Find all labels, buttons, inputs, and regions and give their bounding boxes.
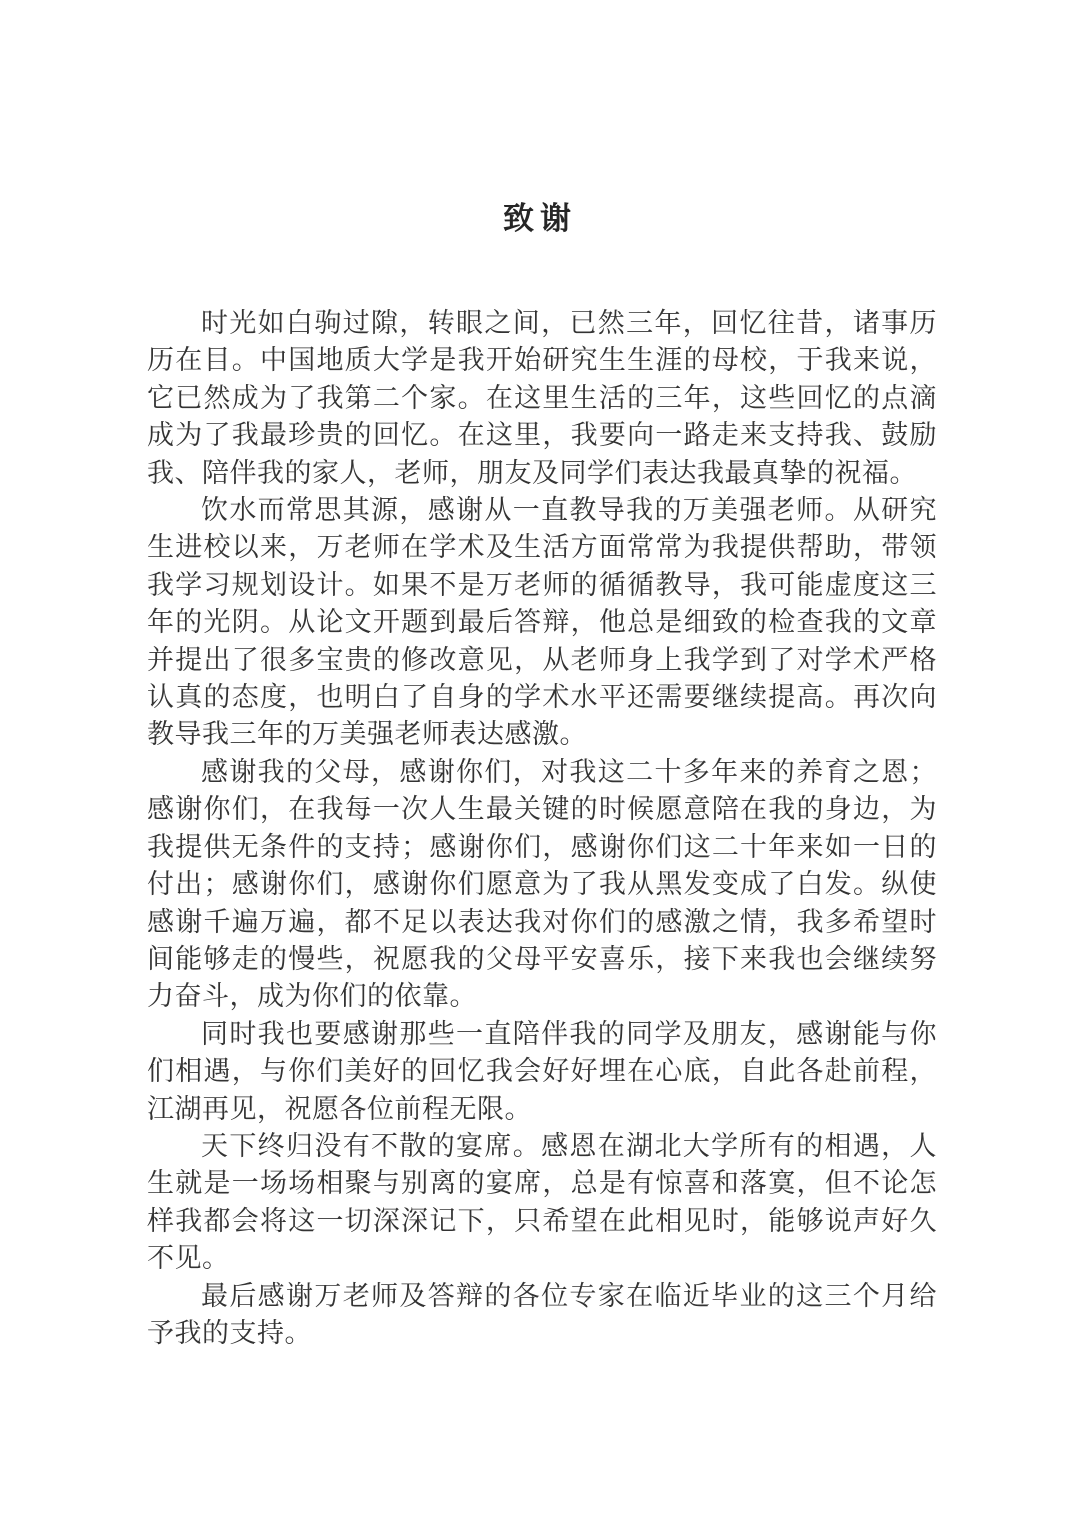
acknowledgements-body: [147, 305, 937, 1352]
paragraph-3: 感谢我的父母，感谢你们，对我这二十多年来的养育之恩；感谢你们，在我每一次人生最关键的时候愿意陪在我的身边，为我提供无条件的支持；感谢你们，感谢你们这二十年来如一日的付出；感谢你们，感谢你们愿意为了我从黑发变成了白发。纵使感谢千遍万遍，都不足以表达我对你们的感激之情，我多希望时间能够走的慢些，祝愿我的父母平安喜乐，接下来我也会继续努力奋斗，成为你们的依靠。: [147, 756, 937, 1012]
paragraph-5: 天下终归没有不散的宴席。感恩在湖北大学所有的相遇，人生就是一场场相聚与别离的宴席，总是有惊喜和落寞，但不论怎样我都会将这一切深深记下，只希望在此相见时，能够说声好久不见。: [147, 1130, 937, 1274]
page-title: 致谢: [503, 201, 577, 236]
paragraph-4: 同时我也要感谢那些一直陪伴我的同学及朋友，感谢能与你们相遇，与你们美好的回忆我会好好埋在心底，自此各赴前程，江湖再见，祝愿各位前程无限。: [147, 1018, 937, 1124]
paragraph-2: 饮水而常思其源，感谢从一直教导我的万美强老师。从研究生进校以来，万老师在学术及生活方面常常为我提供帮助，带领我学习规划设计。如果不是万老师的循循教导，我可能虚度这三年的光阴。从论文开题到最后答辩，他总是细致的检查我的文章并提出了很多宝贵的修改意见，从老师身上我学到了对学术严格认真的态度，也明白了自身的学术水平还需要继续提高。再次向教导我三年的万美强老师表达感激。: [147, 495, 937, 750]
paragraph-1: 时光如白驹过隙，转眼之间，已然三年，回忆往昔，诸事历历在目。中国地质大学是我开始研究生生涯的母校，于我来说，它已然成为了我第二个家。在这里生活的三年，这些回忆的点滴成为了我最珍贵的回忆。在这里，我要向一路走来支持我、鼓励我、陪伴我的家人，老师，朋友及同学们表达我最真挚的祝福。: [147, 308, 937, 488]
paragraph-6: 最后感谢万老师及答辩的各位专家在临近毕业的这三个月给予我的支持。: [147, 1280, 937, 1348]
